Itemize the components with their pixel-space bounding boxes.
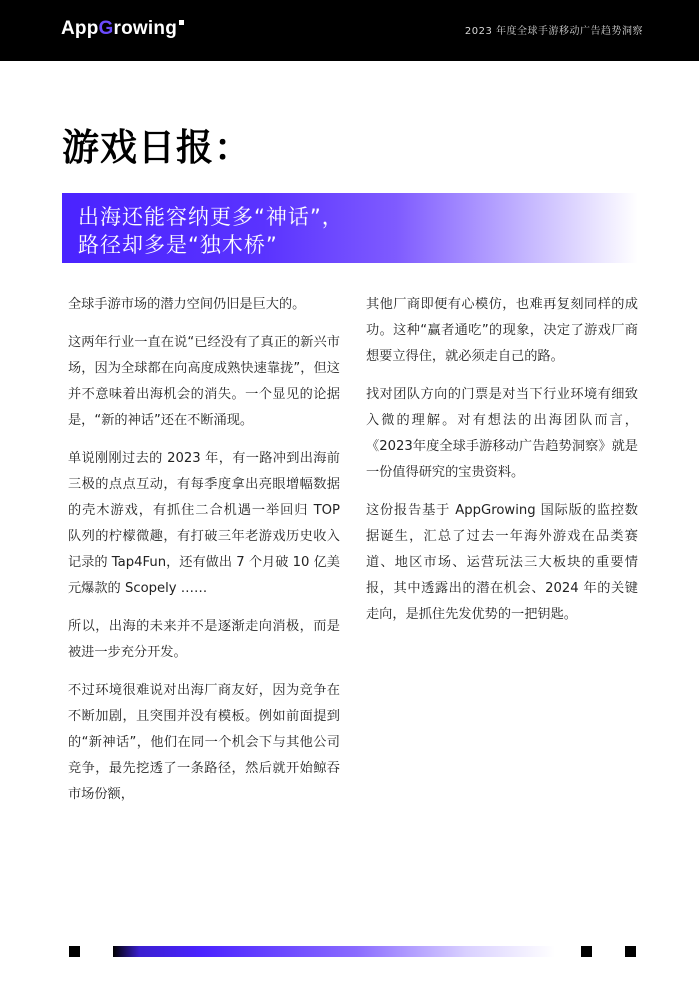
appgrowing-logo xyxy=(61,18,184,40)
logo-g-mark: G xyxy=(98,18,114,39)
top-header-bar xyxy=(0,0,699,61)
paragraph: 这份报告基于 AppGrowing 国际版的监控数据诞生，汇总了过去一年海外游戏在品类赛道、地区市场、运营玩法三大板块的重要情报，其中透露出的潜在机会、2024 年的关键走向，是抓住先发优势的一把钥匙。 xyxy=(366,503,638,622)
report-title: 2023 年度全球手游移动广告趋势洞察 xyxy=(464,26,643,37)
paragraph: 单说刚刚过去的 2023 年，有一路冲到出海前三极的点点互动，有每季度拿出亮眼增幅数据的壳木游戏，有抓住二合机遇一举回归 TOP 队列的柠檬微趣，有打破三年老游戏历史收入记录的 Tap4Fun，还有做出 7 个月破 10 亿美元爆款的 Scopely …… xyxy=(68,451,340,596)
paragraph: 不过环境很难说对出海厂商友好，因为竞争在不断加剧，且突围并没有模板。例如前面提到的“新神话”，他们在同一个机会下与其他公司竞争，最先挖透了一条路径，然后就开始鲸吞市场份额， xyxy=(68,683,340,802)
paragraph: 全球手游市场的潜力空间仍旧是巨大的。 xyxy=(68,297,306,312)
banner-line-1: 出海还能容纳更多“神话”， xyxy=(78,205,344,229)
headline-banner xyxy=(62,193,638,263)
right-column xyxy=(366,292,638,640)
footer-gradient-bar xyxy=(113,946,555,957)
paragraph: 找对团队方向的门票是对当下行业环境有细致入微的理解。对有想法的出海团队而言，《2023年度全球手游移动广告趋势洞察》就是一份值得研究的宝贵资料。 xyxy=(366,387,638,480)
footer-square-icon xyxy=(625,946,636,957)
footer-square-icon xyxy=(69,946,80,957)
paragraph: 其他厂商即便有心模仿，也难再复刻同样的成功。这种“赢者通吃”的现象，决定了游戏厂商想要立得住，就必须走自己的路。 xyxy=(366,297,638,364)
footer-square-icon xyxy=(581,946,592,957)
logo-square-icon xyxy=(179,20,184,25)
paragraph: 这两年行业一直在说“已经没有了真正的新兴市场，因为全球都在向高度成熟快速靠拢”，但这并不意味着出海机会的消失。一个显见的论据是，“新的神话”还在不断涌现。 xyxy=(68,335,340,428)
banner-line-2: 路径却多是“独木桥” xyxy=(78,233,278,257)
logo-text-right: rowing xyxy=(113,18,178,39)
page-heading: 游戏日报： xyxy=(62,126,252,169)
paragraph: 所以，出海的未来并不是逐渐走向消极，而是被进一步充分开发。 xyxy=(68,619,340,660)
logo-text-left: App xyxy=(61,18,99,39)
left-column xyxy=(68,292,340,820)
